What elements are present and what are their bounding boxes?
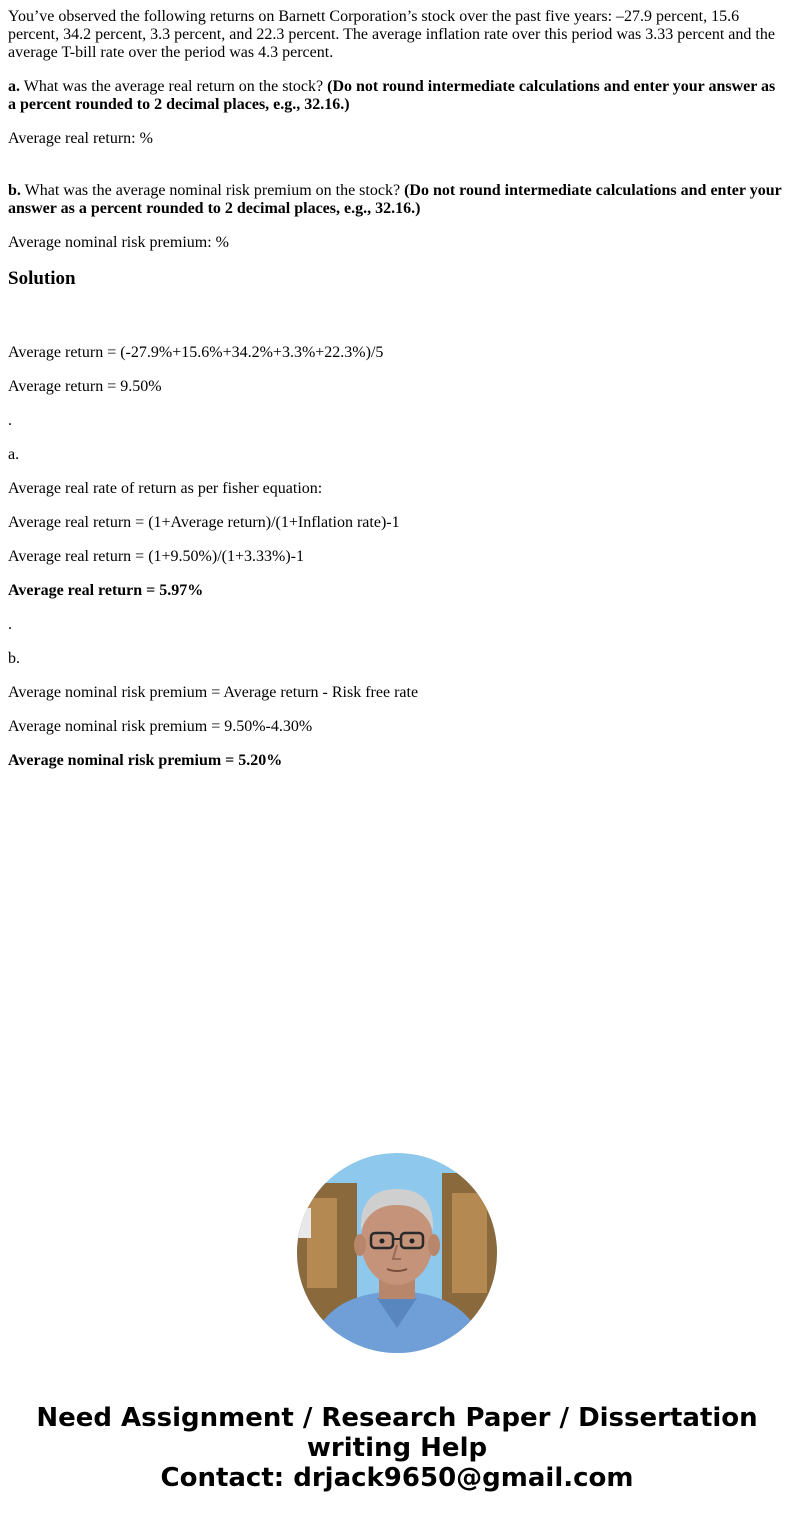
part-b-result: Average nominal risk premium = 5.20% <box>8 752 283 769</box>
part-b-answer-line: Average nominal risk premium: % <box>8 234 229 251</box>
part-a-label: a. <box>8 78 20 95</box>
tutor-avatar <box>297 1153 497 1353</box>
solution-part-b-label: b. <box>8 650 20 667</box>
separator-dot: . <box>8 412 12 429</box>
part-a-answer-line: Average real return: % <box>8 130 153 147</box>
part-a-result: Average real return = 5.97% <box>8 582 204 599</box>
solution-line: Average real return = (1+Average return)/(1+Inflation rate)-1 <box>8 514 400 531</box>
footer-advertisement <box>0 1403 794 1493</box>
question-intro: You’ve observed the following returns on Barnett Corporation’s stock over the past five years: –27.9 percent, 15.6 percent, 34.2 percent, 3.3 percent, and 22.3 percent. The average inflation rate over this period was 3.33 percent and the average T-bill rate over the period was 4.3 percent. <box>8 8 775 61</box>
solution-line: Average real rate of return as per fisher equation: <box>8 480 323 497</box>
solution-line: Average nominal risk premium = Average return - Risk free rate <box>8 684 419 701</box>
part-b-instruction: (Do not round intermediate calculations and enter your answer as a percent rounded to 2 decimal places, e.g., 32.16.) <box>8 182 782 217</box>
solution-line: Average return = 9.50% <box>8 378 162 395</box>
separator-dot: . <box>8 616 12 633</box>
part-b-text: What was the average nominal risk premium on the stock? <box>20 182 405 199</box>
solution-heading: Solution <box>8 268 76 289</box>
solution-line: Average real return = (1+9.50%)/(1+3.33%)-1 <box>8 548 304 565</box>
solution-part-a-label: a. <box>8 446 20 463</box>
footer-line: writing Help <box>306 1433 488 1463</box>
part-b-label: b. <box>8 182 21 199</box>
solution-line: Average nominal risk premium = 9.50%-4.30% <box>8 718 313 735</box>
solution-line: Average return = (-27.9%+15.6%+34.2%+3.3%+22.3%)/5 <box>8 344 384 361</box>
footer-line: Need Assignment / Research Paper / Dissertation <box>36 1403 758 1433</box>
part-a-text: What was the average real return on the stock? <box>20 78 328 95</box>
question-part-a <box>8 78 786 114</box>
footer-contact: Contact: drjack9650@gmail.com <box>160 1463 634 1493</box>
part-a-instruction: (Do not round intermediate calculations and enter your answer as a percent rounded to 2 decimal places, e.g., 32.16.) <box>8 78 776 113</box>
tutor-portrait-image <box>297 1153 497 1353</box>
question-part-b <box>8 182 786 218</box>
